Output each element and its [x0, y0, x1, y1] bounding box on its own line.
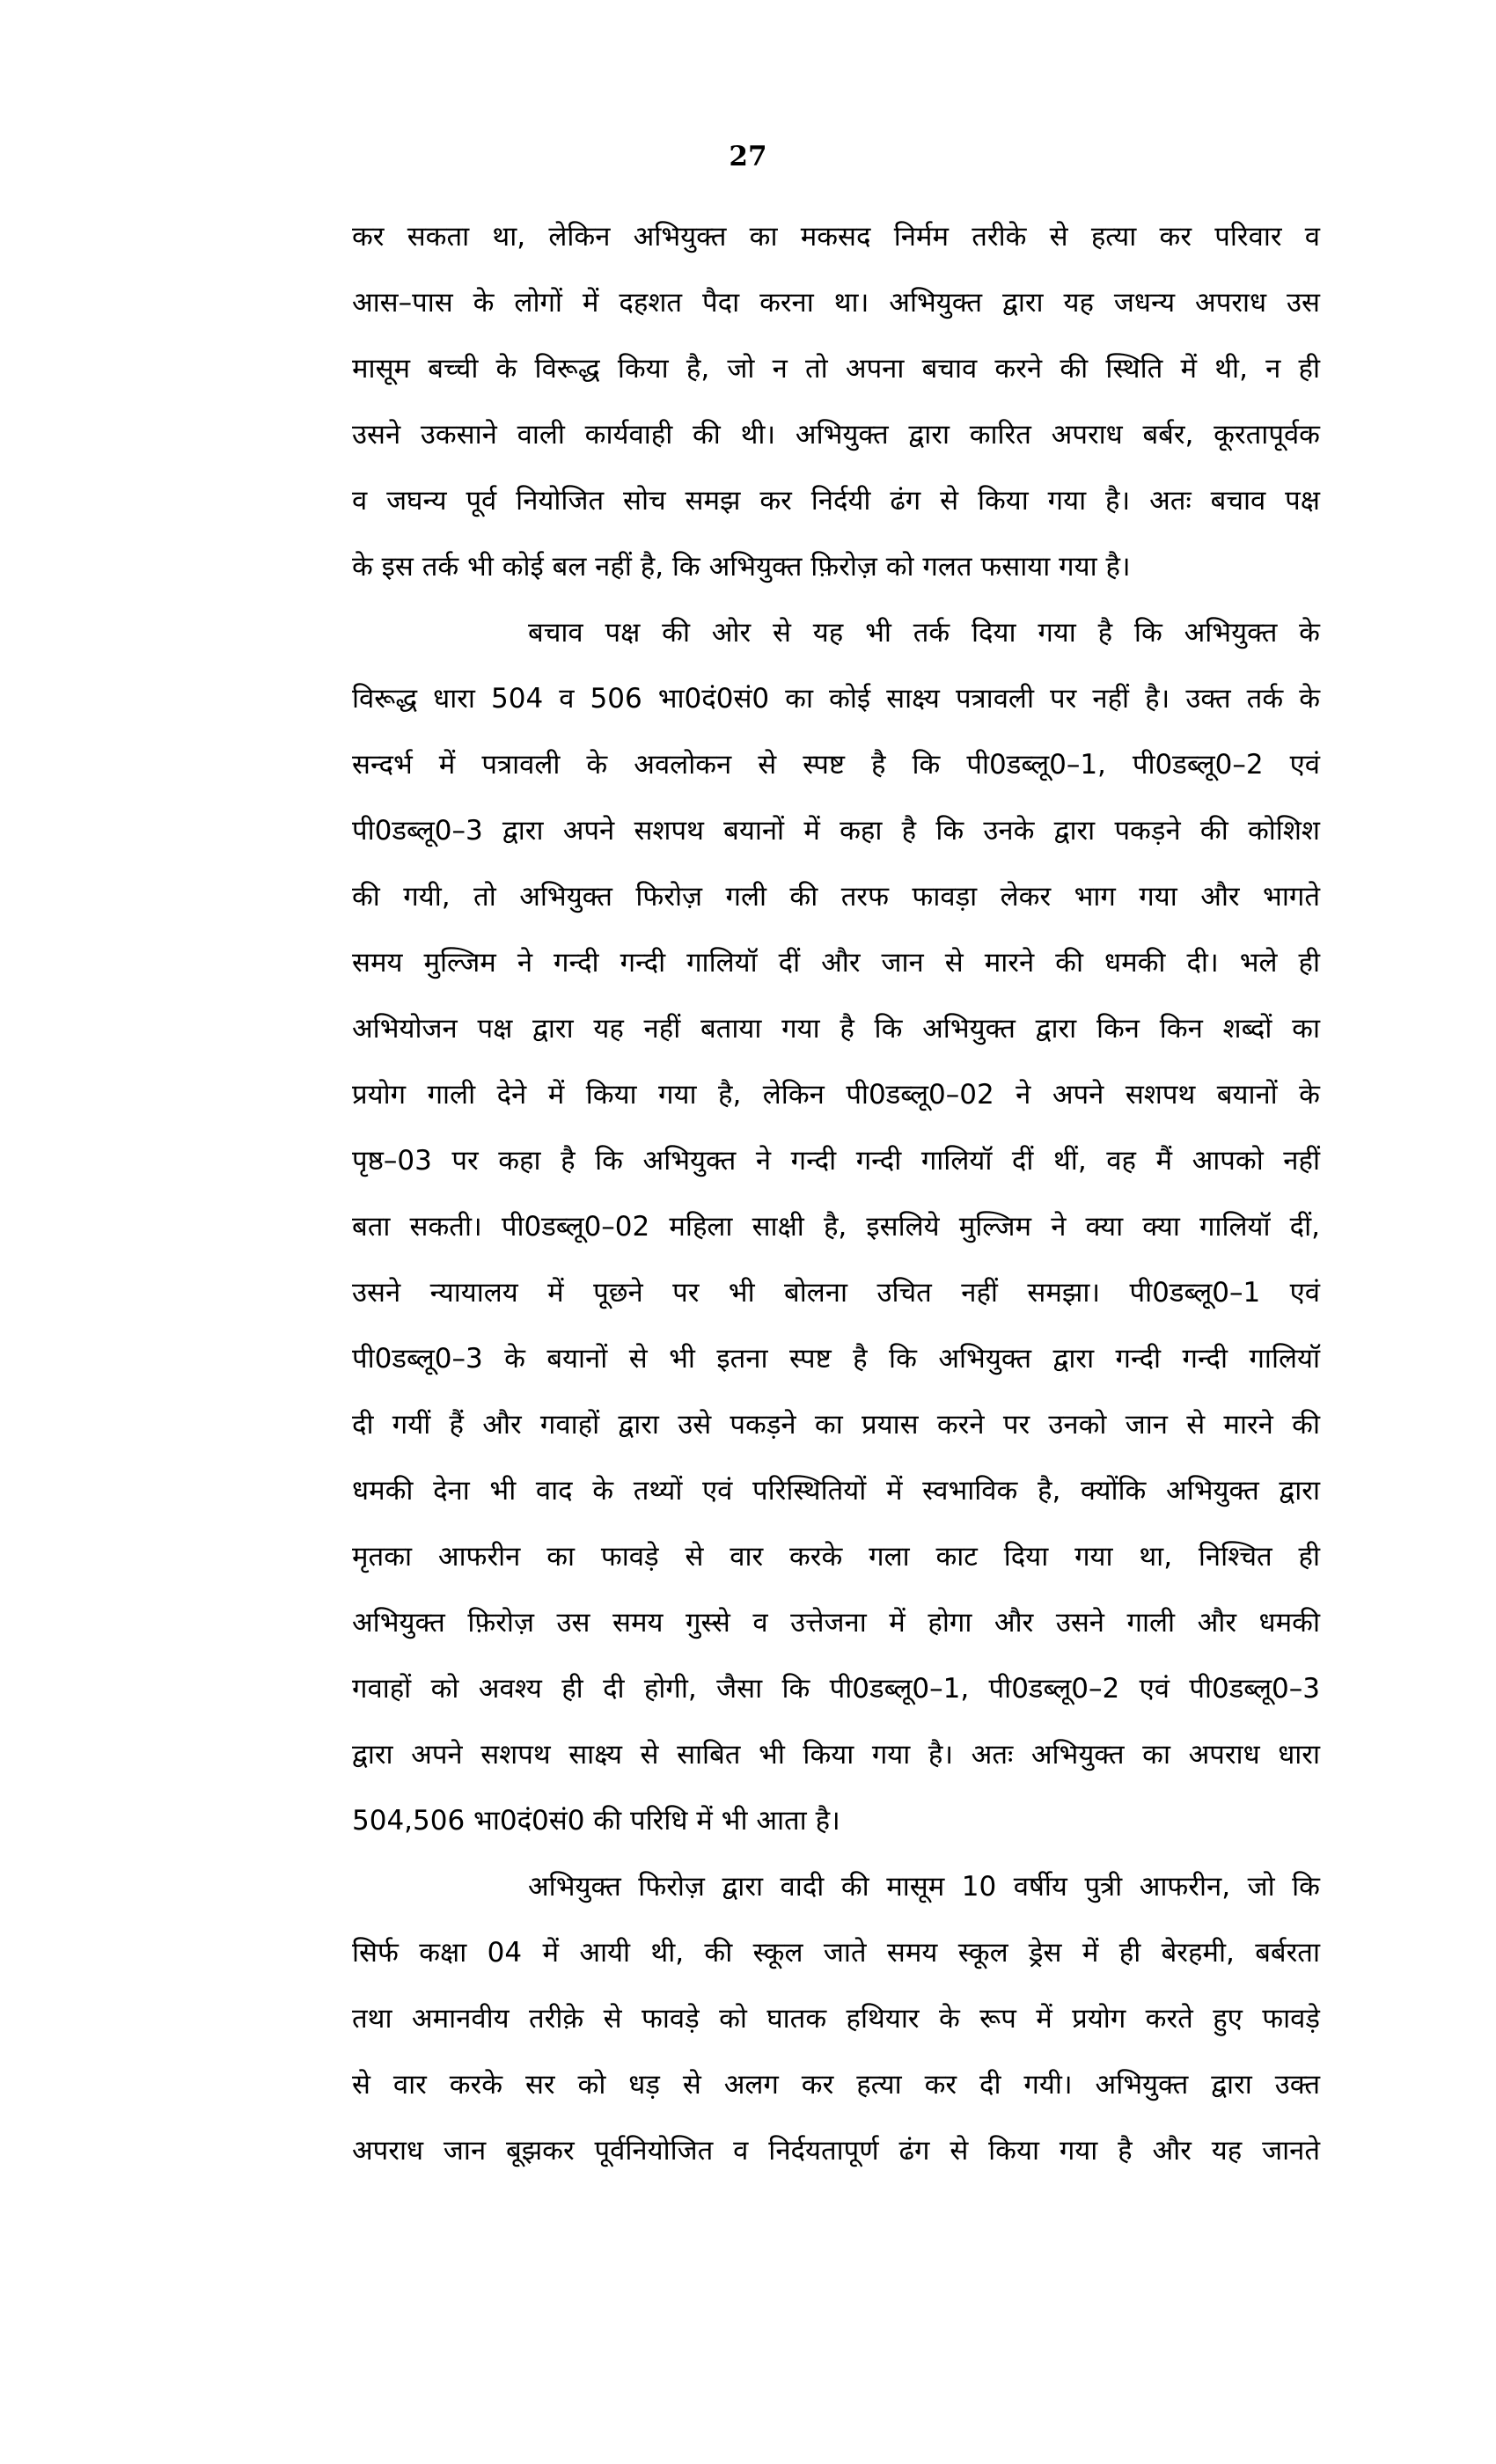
text-line: बता सकती। पी0डब्लू0–02 महिला साक्षी है, इसलिये मुल्जिम ने क्या क्या गालियॉ दीं, — [352, 1211, 1320, 1243]
text-line: द्वारा अपने सशपथ साक्ष्य से साबित भी किया गया है। अतः अभियुक्त का अपराध धारा — [352, 1739, 1320, 1771]
page-number: 27 — [729, 141, 767, 172]
text-line: मृतका आफरीन का फावड़े से वार करके गला काट दिया गया था, निश्चित ही — [352, 1541, 1320, 1573]
text-line: अपराध जान बूझकर पूर्वनियोजित व निर्दयतापूर्ण ढंग से किया गया है और यह जानते — [352, 2135, 1320, 2167]
text-line: कर सकता था, लेकिन अभियुक्त का मकसद निर्मम तरीके से हत्या कर परिवार व — [352, 221, 1320, 253]
text-line: सन्दर्भ में पत्रावली के अवलोकन से स्पष्ट है कि पी0डब्लू0–1, पी0डब्लू0–2 एवं — [352, 749, 1320, 781]
text-line: की गयी, तो अभियुक्त फिरोज़ गली की तरफ फावड़ा लेकर भाग गया और भागते — [352, 881, 1320, 913]
text-line: पृष्ठ–03 पर कहा है कि अभियुक्त ने गन्दी गन्दी गालियॉ दीं थीं, वह मैं आपको नहीं — [352, 1145, 1320, 1177]
paragraph-1 — [352, 204, 1320, 600]
text-line: सिर्फ कक्षा 04 में आयी थी, की स्कूल जाते समय स्कूल ड्रेस में ही बेरहमी, बर्बरता — [352, 1937, 1320, 1969]
text-line: दी गयीं हैं और गवाहों द्वारा उसे पकड़ने का प्रयास करने पर उनको जान से मारने की — [352, 1409, 1320, 1441]
paragraph-2 — [352, 600, 1320, 1854]
text-line: बचाव पक्ष की ओर से यह भी तर्क दिया गया है कि अभियुक्त के — [528, 617, 1320, 649]
text-line: समय मुल्जिम ने गन्दी गन्दी गालियॉ दीं और जान से मारने की धमकी दी। भले ही — [352, 947, 1320, 979]
text-line: धमकी देना भी वाद के तथ्यों एवं परिस्थितियों में स्वभाविक है, क्योंकि अभियुक्त द्वारा — [352, 1475, 1320, 1507]
text-line: अभियुक्त फिरोज़ द्वारा वादी की मासूम 10 वर्षीय पुत्री आफरीन, जो कि — [528, 1871, 1320, 1903]
text-line: उसने न्यायालय में पूछने पर भी बोलना उचित नहीं समझा। पी0डब्लू0–1 एवं — [352, 1277, 1320, 1309]
text-line: पी0डब्लू0–3 के बयानों से भी इतना स्पष्ट है कि अभियुक्त द्वारा गन्दी गन्दी गालियॉ — [352, 1343, 1320, 1375]
text-line: उसने उकसाने वाली कार्यवाही की थी। अभियुक्त द्वारा कारित अपराध बर्बर, कूरतापूर्वक — [352, 419, 1320, 451]
document-body — [352, 204, 1320, 2184]
text-line: 504,506 भा0दं0सं0 की परिधि में भी आता है। — [352, 1805, 840, 1837]
text-line: अभियुक्त फ़िरोज़ उस समय गुस्से व उत्तेजना में होगा और उसने गाली और धमकी — [352, 1607, 1320, 1639]
text-line: व जघन्य पूर्व नियोजित सोच समझ कर निर्दयी ढंग से किया गया है। अतः बचाव पक्ष — [352, 485, 1320, 517]
text-line: पी0डब्लू0–3 द्वारा अपने सशपथ बयानों में कहा है कि उनके द्वारा पकड़ने की कोशिश — [352, 815, 1320, 847]
text-line: प्रयोग गाली देने में किया गया है, लेकिन पी0डब्लू0–02 ने अपने सशपथ बयानों के — [352, 1079, 1320, 1111]
text-line: विरूद्ध धारा 504 व 506 भा0दं0सं0 का कोई साक्ष्य पत्रावली पर नहीं है। उक्त तर्क के — [352, 683, 1320, 715]
paragraph-3 — [352, 1854, 1320, 2184]
text-line: से वार करके सर को धड़ से अलग कर हत्या कर दी गयी। अभियुक्त द्वारा उक्त — [352, 2069, 1320, 2101]
text-line: मासूम बच्ची के विरूद्ध किया है, जो न तो अपना बचाव करने की स्थिति में थी, न ही — [352, 353, 1320, 385]
text-line: आस–पास के लोगों में दहशत पैदा करना था। अभियुक्त द्वारा यह जधन्य अपराध उस — [352, 287, 1320, 319]
text-line: के इस तर्क भी कोई बल नहीं है, कि अभियुक्त फ़िरोज़ को गलत फसाया गया है। — [352, 551, 1131, 583]
text-line: गवाहों को अवश्य ही दी होगी, जैसा कि पी0डब्लू0–1, पी0डब्लू0–2 एवं पी0डब्लू0–3 — [352, 1673, 1320, 1705]
text-line: अभियोजन पक्ष द्वारा यह नहीं बताया गया है कि अभियुक्त द्वारा किन किन शब्दों का — [352, 1013, 1320, 1045]
text-line: तथा अमानवीय तरीक़े से फावड़े को घातक हथियार के रूप में प्रयोग करते हुए फावड़े — [352, 2003, 1320, 2035]
